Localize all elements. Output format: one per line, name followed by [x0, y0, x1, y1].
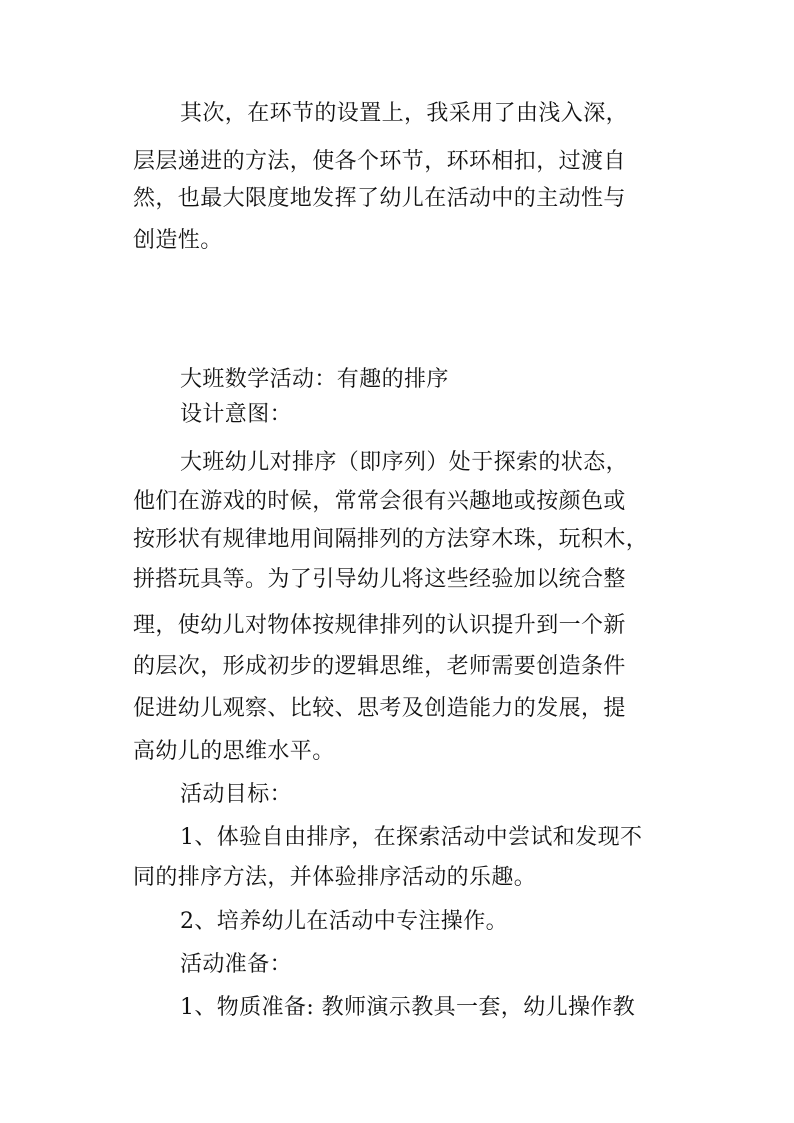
design-line-5: 理，使幼儿对物体按规律排列的认识提升到一个新: [133, 613, 626, 638]
intro-line-1: 其次，在环节的设置上，我采用了由浅入深，: [180, 101, 629, 126]
design-heading: 设计意图：: [180, 402, 293, 427]
design-line-6: 的层次，形成初步的逻辑思维，老师需要创造条件: [133, 654, 626, 679]
prep-1: 1、物质准备: 教师演示教具一套，幼儿操作教: [180, 995, 636, 1020]
intro-line-4: 创造性。: [133, 228, 223, 253]
goal-1-line-2: 同的排序方法，并体验排序活动的乐趣。: [133, 865, 537, 890]
goals-heading: 活动目标：: [180, 782, 293, 807]
design-line-7: 促进幼儿观察、比较、思考及创造能力的发展，提: [133, 696, 626, 721]
intro-line-3: 然，也最大限度地发挥了幼儿在活动中的主动性与: [133, 186, 626, 211]
design-line-8: 高幼儿的思维水平。: [133, 739, 335, 764]
design-line-1: 大班幼儿对排序（即序列）处于探索的状态，: [180, 450, 629, 475]
goal-2: 2、培养幼儿在活动中专注操作。: [180, 909, 508, 934]
intro-line-2: 层层递进的方法，使各个环节，环环相扣，过渡自: [133, 149, 626, 174]
prep-heading: 活动准备：: [180, 952, 293, 977]
activity-title: 大班数学活动：有趣的排序: [180, 367, 449, 392]
design-line-3: 按形状有规律地用间隔排列的方法穿木珠，玩积木，: [133, 527, 649, 552]
design-line-2: 他们在游戏的时候，常常会很有兴趣地或按颜色或: [133, 489, 626, 514]
goal-1-line-1: 1、体验自由排序，在探索活动中尝试和发现不: [180, 825, 643, 850]
design-line-4: 拼搭玩具等。为了引导幼儿将这些经验加以统合整: [133, 567, 626, 592]
